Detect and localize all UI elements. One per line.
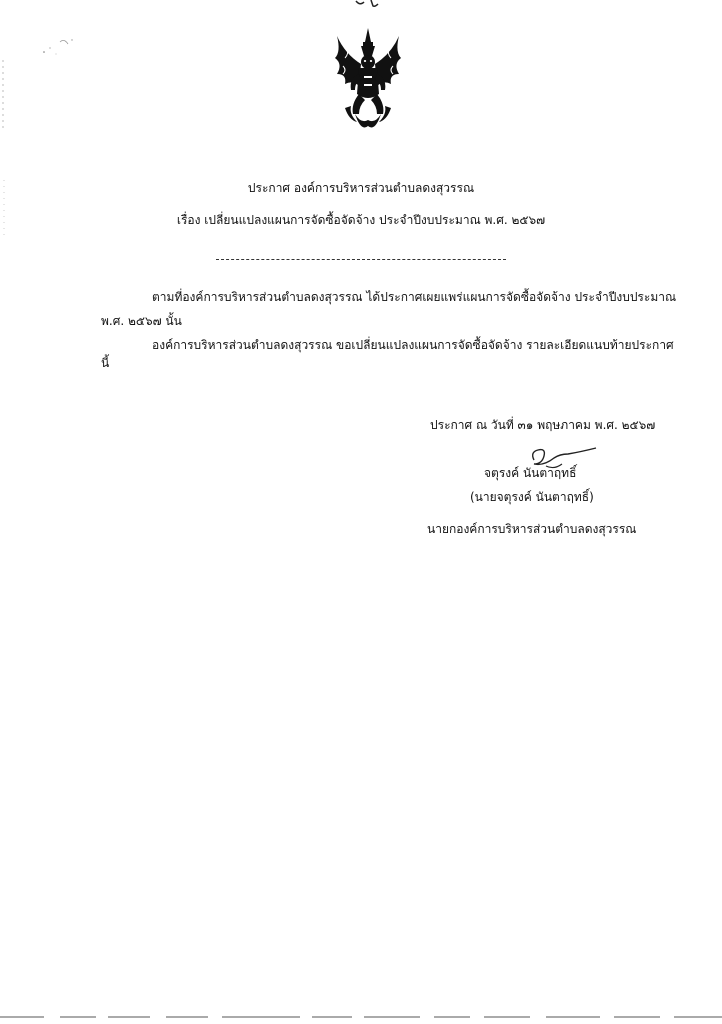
scan-edge-marks	[0, 0, 12, 1024]
signer-name: จตุรงค์ นันตาฤทธิ์	[484, 466, 577, 480]
garuda-emblem-icon	[331, 28, 405, 132]
signer-position: นายกองค์การบริหารส่วนตำบลดงสุวรรณ	[427, 522, 637, 536]
announcement-date: ประกาศ ณ วันที่ ๓๑ พฤษภาคม พ.ศ. ๒๕๖๗	[430, 418, 656, 432]
signer-full-name: (นายจตุรงค์ นันตาฤทธิ์)	[470, 490, 594, 504]
separator-line	[216, 259, 506, 260]
paragraph-2-line-2: นี้	[101, 356, 110, 370]
scan-footer-lines	[0, 1014, 722, 1020]
announcement-title: ประกาศ องค์การบริหารส่วนตำบลดงสุวรรณ	[247, 181, 475, 195]
scan-mark-top	[354, 0, 382, 8]
paragraph-1-line-1: ตามที่องค์การบริหารส่วนตำบลดงสุวรรณ ได้ประกาศเผยแพร่แผนการจัดซื้อจัดจ้าง ประจำปีงบประมาณ	[152, 290, 677, 304]
paragraph-2-line-1: องค์การบริหารส่วนตำบลดงสุวรรณ ขอเปลี่ยนแปลงแผนการจัดซื้อจัดจ้าง รายละเอียดแนบท้ายประกาศ	[152, 338, 674, 352]
announcement-subject: เรื่อง เปลี่ยนแปลงแผนการจัดซื้อจัดจ้าง ประจำปีงบประมาณ พ.ศ. ๒๕๖๗	[176, 213, 546, 227]
paragraph-1-line-2: พ.ศ. ๒๕๖๗ นั้น	[101, 314, 182, 328]
scan-noise-mark	[38, 36, 78, 58]
